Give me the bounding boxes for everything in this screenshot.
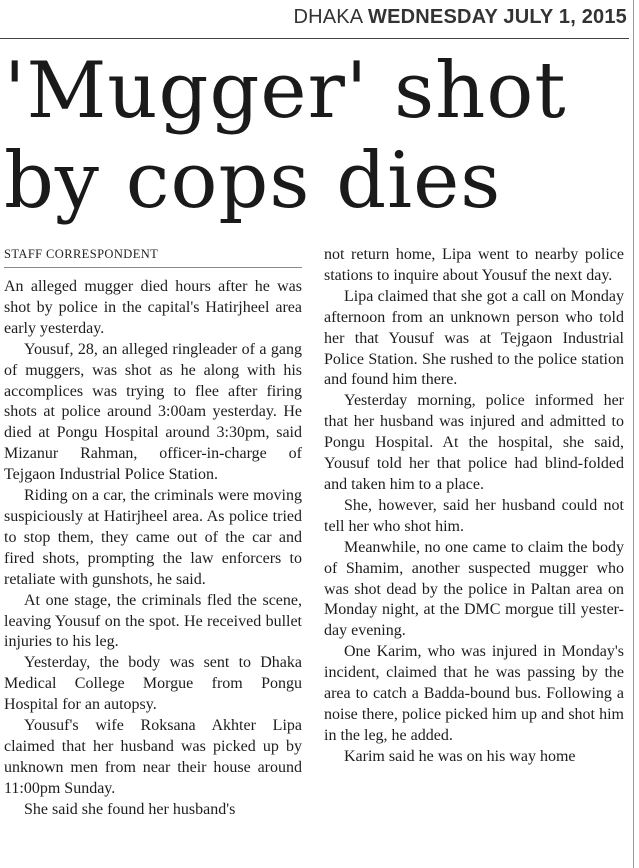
headline [4, 46, 567, 226]
headline-line-2: by cops dies [4, 136, 502, 226]
paragraph: not return home, Lipa went to nearby police stations to inquire about Yousuf the next day. [324, 246, 624, 284]
paragraph: One Karim, who was injured in Monday's incident, claimed that he was passing by the area to catch a Badda-bound bus. Following a noise there, police picked him up and shot him in the leg, he added. [324, 643, 624, 744]
dateline [293, 6, 627, 29]
paragraph: An alleged mugger died hours after he was shot by police in the capital's Hatirjheel area early yesterday. [4, 278, 302, 337]
article-column-right [324, 245, 624, 868]
page-edge [633, 0, 634, 868]
paragraph: Yousuf, 28, an alleged ringleader of a gang of muggers, was shot as he along with his accomplices was trying to flee after firing shots at police around 3:00am yesterday. He died at Pongu Hospital around 3:30pm, said Mizanur Rahman, officer-in-charge of Tejgaon Industrial Police Station. [4, 340, 302, 484]
paragraph: Karim said he was on his way home [344, 747, 576, 765]
article-column-left [4, 277, 302, 868]
paragraph: She, however, said her husband could not tell her who shot him. [324, 496, 624, 535]
paragraph: At one stage, the criminals fled the scene, leaving Yousuf on the spot. He received bullet injuries to his leg. [4, 591, 302, 651]
paragraph: Riding on a car, the criminals were moving suspiciously at Hatirjheel area. As police tried to stop them, they came out of the car and fired shots, prompting the law enforcers to retaliate with gunshots, he said. [4, 487, 302, 588]
dateline-city: DHAKA [293, 6, 363, 28]
paragraph: Lipa claimed that she got a call on Monday afternoon from an unknown person who told her that Yousuf was at Tejgaon Industrial Police Station. She rushed to the police station and found him there. [324, 287, 624, 389]
headline-line-1: 'Mugger' shot [4, 46, 567, 136]
byline: STAFF CORRESPONDENT [4, 247, 159, 261]
paragraph: Meanwhile, no one came to claim the body of Shamim, another suspected mugger who was shot dead by the police in Paltan area on Monday night, at the DMC morgue till yester-day evening. [324, 538, 624, 640]
dateline-date: WEDNESDAY JULY 1, 2015 [368, 6, 627, 28]
top-rule [0, 38, 629, 39]
byline-rule [4, 267, 302, 268]
paragraph: Yesterday morning, police informed her that her husband was injured and admitted to Pongu Hospital. At the hospital, she said, Yousuf told her that police had blind-folded and taken him to a place. [324, 392, 624, 493]
paragraph: Yesterday, the body was sent to Dhaka Medical College Morgue from Pongu Hospital for an autopsy. [4, 654, 302, 714]
paragraph: Yousuf's wife Roksana Akhter Lipa claimed that her husband was picked up by unknown men from near their house around 11:00pm Sunday. [4, 717, 302, 797]
paragraph: She said she found her husband's [24, 800, 236, 818]
